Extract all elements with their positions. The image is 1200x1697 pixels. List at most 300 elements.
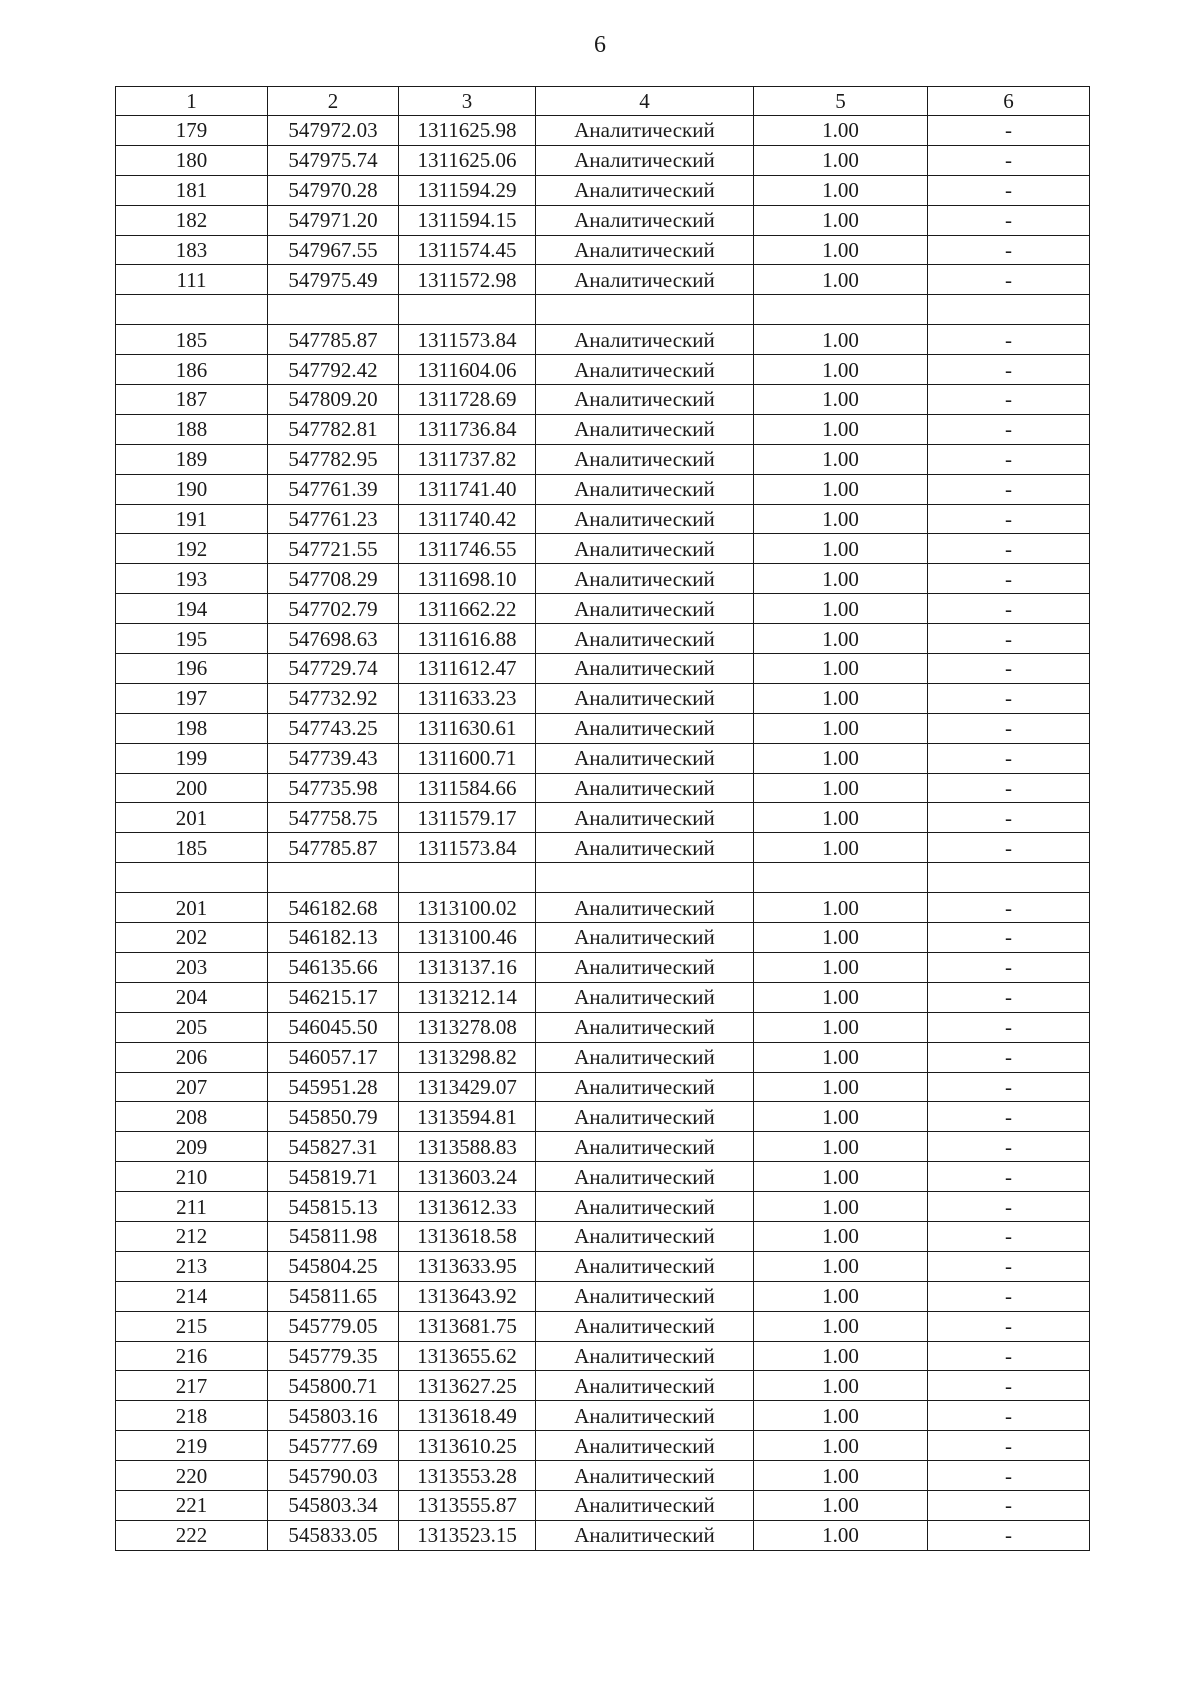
y-coordinate-cell: 1311625.06: [399, 145, 536, 175]
table-row: [116, 1490, 1090, 1520]
method-cell: Аналитический: [536, 175, 754, 205]
table-row: [116, 1311, 1090, 1341]
x-coordinate-cell: 547735.98: [268, 773, 399, 803]
accuracy-cell: 1.00: [754, 1401, 928, 1431]
y-coordinate-cell: 1311594.29: [399, 175, 536, 205]
page-number: 6: [594, 32, 606, 58]
table-row: [116, 385, 1090, 415]
point-number-cell: 196: [116, 654, 268, 684]
method-cell: [536, 295, 754, 325]
note-cell: [928, 863, 1090, 893]
accuracy-cell: 1.00: [754, 1192, 928, 1222]
point-number-cell: 209: [116, 1132, 268, 1162]
accuracy-cell: 1.00: [754, 175, 928, 205]
column-header: 4: [536, 87, 754, 116]
accuracy-cell: 1.00: [754, 1520, 928, 1550]
x-coordinate-cell: 545777.69: [268, 1431, 399, 1461]
note-cell: -: [928, 1012, 1090, 1042]
note-cell: -: [928, 1341, 1090, 1371]
method-cell: Аналитический: [536, 385, 754, 415]
point-number-cell: 185: [116, 325, 268, 355]
point-number-cell: 201: [116, 803, 268, 833]
accuracy-cell: 1.00: [754, 564, 928, 594]
method-cell: Аналитический: [536, 265, 754, 295]
y-coordinate-cell: 1311741.40: [399, 474, 536, 504]
method-cell: Аналитический: [536, 1341, 754, 1371]
table-header-row: [116, 87, 1090, 116]
point-number-cell: 181: [116, 175, 268, 205]
point-number-cell: 185: [116, 833, 268, 863]
y-coordinate-cell: 1313588.83: [399, 1132, 536, 1162]
accuracy-cell: 1.00: [754, 385, 928, 415]
note-cell: -: [928, 1162, 1090, 1192]
method-cell: Аналитический: [536, 803, 754, 833]
table-row: [116, 235, 1090, 265]
accuracy-cell: 1.00: [754, 773, 928, 803]
point-number-cell: 201: [116, 893, 268, 923]
note-cell: -: [928, 1311, 1090, 1341]
y-coordinate-cell: [399, 863, 536, 893]
method-cell: Аналитический: [536, 1311, 754, 1341]
accuracy-cell: 1.00: [754, 534, 928, 564]
y-coordinate-cell: 1313429.07: [399, 1072, 536, 1102]
method-cell: Аналитический: [536, 1401, 754, 1431]
table-row: [116, 743, 1090, 773]
y-coordinate-cell: 1311728.69: [399, 385, 536, 415]
note-cell: -: [928, 683, 1090, 713]
point-number-cell: 210: [116, 1162, 268, 1192]
accuracy-cell: 1.00: [754, 1461, 928, 1491]
x-coordinate-cell: 547785.87: [268, 833, 399, 863]
table-body: [116, 116, 1090, 1551]
point-number-cell: 188: [116, 414, 268, 444]
method-cell: Аналитический: [536, 564, 754, 594]
method-cell: [536, 863, 754, 893]
y-coordinate-cell: 1313681.75: [399, 1311, 536, 1341]
y-coordinate-cell: 1311633.23: [399, 683, 536, 713]
method-cell: Аналитический: [536, 1162, 754, 1192]
accuracy-cell: 1.00: [754, 444, 928, 474]
method-cell: Аналитический: [536, 205, 754, 235]
y-coordinate-cell: 1313655.62: [399, 1341, 536, 1371]
note-cell: -: [928, 1221, 1090, 1251]
x-coordinate-cell: 547975.49: [268, 265, 399, 295]
accuracy-cell: 1.00: [754, 803, 928, 833]
y-coordinate-cell: 1313100.02: [399, 893, 536, 923]
table-row: [116, 1192, 1090, 1222]
note-cell: -: [928, 355, 1090, 385]
point-number-cell: 207: [116, 1072, 268, 1102]
y-coordinate-cell: 1311698.10: [399, 564, 536, 594]
method-cell: Аналитический: [536, 504, 754, 534]
method-cell: Аналитический: [536, 893, 754, 923]
table-row: [116, 713, 1090, 743]
y-coordinate-cell: 1313553.28: [399, 1461, 536, 1491]
accuracy-cell: 1.00: [754, 833, 928, 863]
x-coordinate-cell: 547970.28: [268, 175, 399, 205]
accuracy-cell: 1.00: [754, 952, 928, 982]
method-cell: Аналитический: [536, 1251, 754, 1281]
point-number-cell: 199: [116, 743, 268, 773]
accuracy-cell: 1.00: [754, 743, 928, 773]
x-coordinate-cell: 545790.03: [268, 1461, 399, 1491]
y-coordinate-cell: 1313633.95: [399, 1251, 536, 1281]
y-coordinate-cell: 1311574.45: [399, 235, 536, 265]
point-number-cell: 183: [116, 235, 268, 265]
note-cell: -: [928, 534, 1090, 564]
y-coordinate-cell: 1313100.46: [399, 923, 536, 953]
y-coordinate-cell: 1313603.24: [399, 1162, 536, 1192]
y-coordinate-cell: 1311740.42: [399, 504, 536, 534]
x-coordinate-cell: 547729.74: [268, 654, 399, 684]
y-coordinate-cell: 1311737.82: [399, 444, 536, 474]
x-coordinate-cell: 545779.05: [268, 1311, 399, 1341]
table-row: [116, 1102, 1090, 1132]
x-coordinate-cell: 547785.87: [268, 325, 399, 355]
method-cell: Аналитический: [536, 773, 754, 803]
accuracy-cell: 1.00: [754, 1221, 928, 1251]
table-row: [116, 1132, 1090, 1162]
table-row: [116, 803, 1090, 833]
note-cell: -: [928, 474, 1090, 504]
point-number-cell: 187: [116, 385, 268, 415]
note-cell: [928, 295, 1090, 325]
accuracy-cell: 1.00: [754, 145, 928, 175]
x-coordinate-cell: 547971.20: [268, 205, 399, 235]
x-coordinate-cell: 547967.55: [268, 235, 399, 265]
x-coordinate-cell: 545819.71: [268, 1162, 399, 1192]
note-cell: -: [928, 1401, 1090, 1431]
note-cell: -: [928, 833, 1090, 863]
method-cell: Аналитический: [536, 325, 754, 355]
y-coordinate-cell: 1313594.81: [399, 1102, 536, 1132]
point-number-cell: [116, 295, 268, 325]
x-coordinate-cell: 546215.17: [268, 982, 399, 1012]
note-cell: -: [928, 893, 1090, 923]
point-number-cell: 202: [116, 923, 268, 953]
y-coordinate-cell: 1311584.66: [399, 773, 536, 803]
method-cell: Аналитический: [536, 1281, 754, 1311]
point-number-cell: 203: [116, 952, 268, 982]
accuracy-cell: 1.00: [754, 1102, 928, 1132]
table-row: [116, 504, 1090, 534]
note-cell: -: [928, 1281, 1090, 1311]
table-row: [116, 654, 1090, 684]
table-row: [116, 175, 1090, 205]
y-coordinate-cell: 1311572.98: [399, 265, 536, 295]
table-row: [116, 1162, 1090, 1192]
x-coordinate-cell: 547739.43: [268, 743, 399, 773]
method-cell: Аналитический: [536, 1461, 754, 1491]
point-number-cell: 208: [116, 1102, 268, 1132]
x-coordinate-cell: 545951.28: [268, 1072, 399, 1102]
point-number-cell: 211: [116, 1192, 268, 1222]
y-coordinate-cell: 1313212.14: [399, 982, 536, 1012]
method-cell: Аналитический: [536, 594, 754, 624]
method-cell: Аналитический: [536, 444, 754, 474]
accuracy-cell: [754, 863, 928, 893]
x-coordinate-cell: 547782.95: [268, 444, 399, 474]
column-header: 3: [399, 87, 536, 116]
table-row: [116, 1072, 1090, 1102]
table-row: [116, 205, 1090, 235]
y-coordinate-cell: 1311746.55: [399, 534, 536, 564]
table-row: [116, 1281, 1090, 1311]
y-coordinate-cell: 1311573.84: [399, 325, 536, 355]
point-number-cell: 191: [116, 504, 268, 534]
y-coordinate-cell: 1311630.61: [399, 713, 536, 743]
accuracy-cell: 1.00: [754, 265, 928, 295]
accuracy-cell: 1.00: [754, 474, 928, 504]
note-cell: -: [928, 116, 1090, 146]
table-row: [116, 982, 1090, 1012]
x-coordinate-cell: 546182.68: [268, 893, 399, 923]
note-cell: -: [928, 1042, 1090, 1072]
point-number-cell: 220: [116, 1461, 268, 1491]
note-cell: -: [928, 1132, 1090, 1162]
point-number-cell: 212: [116, 1221, 268, 1251]
note-cell: -: [928, 1371, 1090, 1401]
x-coordinate-cell: 547761.23: [268, 504, 399, 534]
column-header: 6: [928, 87, 1090, 116]
point-number-cell: 213: [116, 1251, 268, 1281]
x-coordinate-cell: 545811.65: [268, 1281, 399, 1311]
x-coordinate-cell: 547721.55: [268, 534, 399, 564]
x-coordinate-cell: 545803.34: [268, 1490, 399, 1520]
note-cell: -: [928, 325, 1090, 355]
method-cell: Аналитический: [536, 683, 754, 713]
note-cell: -: [928, 594, 1090, 624]
point-number-cell: 182: [116, 205, 268, 235]
point-number-cell: 218: [116, 1401, 268, 1431]
point-number-cell: 198: [116, 713, 268, 743]
accuracy-cell: 1.00: [754, 1431, 928, 1461]
point-number-cell: 216: [116, 1341, 268, 1371]
note-cell: -: [928, 414, 1090, 444]
y-coordinate-cell: 1313278.08: [399, 1012, 536, 1042]
accuracy-cell: 1.00: [754, 1251, 928, 1281]
y-coordinate-cell: 1311662.22: [399, 594, 536, 624]
point-number-cell: [116, 863, 268, 893]
note-cell: -: [928, 1192, 1090, 1222]
table-row: [116, 1042, 1090, 1072]
point-number-cell: 215: [116, 1311, 268, 1341]
accuracy-cell: 1.00: [754, 923, 928, 953]
point-number-cell: 205: [116, 1012, 268, 1042]
accuracy-cell: 1.00: [754, 1042, 928, 1072]
point-number-cell: 179: [116, 116, 268, 146]
accuracy-cell: 1.00: [754, 624, 928, 654]
point-number-cell: 192: [116, 534, 268, 564]
method-cell: Аналитический: [536, 743, 754, 773]
table-row: [116, 1461, 1090, 1491]
x-coordinate-cell: 547708.29: [268, 564, 399, 594]
note-cell: -: [928, 1102, 1090, 1132]
x-coordinate-cell: 545833.05: [268, 1520, 399, 1550]
point-number-cell: 195: [116, 624, 268, 654]
accuracy-cell: 1.00: [754, 594, 928, 624]
coordinates-table: [115, 86, 1090, 1551]
note-cell: -: [928, 654, 1090, 684]
accuracy-cell: 1.00: [754, 893, 928, 923]
method-cell: Аналитический: [536, 1371, 754, 1401]
method-cell: Аналитический: [536, 355, 754, 385]
y-coordinate-cell: 1313610.25: [399, 1431, 536, 1461]
x-coordinate-cell: 546135.66: [268, 952, 399, 982]
note-cell: -: [928, 1490, 1090, 1520]
table-row: [116, 833, 1090, 863]
accuracy-cell: 1.00: [754, 235, 928, 265]
table-row: [116, 952, 1090, 982]
method-cell: Аналитический: [536, 713, 754, 743]
method-cell: Аналитический: [536, 414, 754, 444]
method-cell: Аналитический: [536, 833, 754, 863]
y-coordinate-cell: 1311604.06: [399, 355, 536, 385]
x-coordinate-cell: 547698.63: [268, 624, 399, 654]
accuracy-cell: 1.00: [754, 1281, 928, 1311]
table-row: [116, 1341, 1090, 1371]
method-cell: Аналитический: [536, 1102, 754, 1132]
point-number-cell: 206: [116, 1042, 268, 1072]
point-number-cell: 214: [116, 1281, 268, 1311]
column-header: 2: [268, 87, 399, 116]
method-cell: Аналитический: [536, 923, 754, 953]
point-number-cell: 221: [116, 1490, 268, 1520]
note-cell: -: [928, 504, 1090, 534]
x-coordinate-cell: 547702.79: [268, 594, 399, 624]
x-coordinate-cell: 545815.13: [268, 1192, 399, 1222]
y-coordinate-cell: 1311736.84: [399, 414, 536, 444]
y-coordinate-cell: 1313618.58: [399, 1221, 536, 1251]
table-row: [116, 295, 1090, 325]
table-row: [116, 265, 1090, 295]
accuracy-cell: 1.00: [754, 1371, 928, 1401]
note-cell: -: [928, 952, 1090, 982]
method-cell: Аналитический: [536, 534, 754, 564]
x-coordinate-cell: 547782.81: [268, 414, 399, 444]
note-cell: -: [928, 982, 1090, 1012]
y-coordinate-cell: 1313612.33: [399, 1192, 536, 1222]
method-cell: Аналитический: [536, 1431, 754, 1461]
note-cell: -: [928, 385, 1090, 415]
note-cell: -: [928, 1461, 1090, 1491]
point-number-cell: 222: [116, 1520, 268, 1550]
x-coordinate-cell: 545803.16: [268, 1401, 399, 1431]
point-number-cell: 189: [116, 444, 268, 474]
y-coordinate-cell: 1313618.49: [399, 1401, 536, 1431]
method-cell: Аналитический: [536, 235, 754, 265]
point-number-cell: 200: [116, 773, 268, 803]
table-row: [116, 1520, 1090, 1550]
y-coordinate-cell: 1311625.98: [399, 116, 536, 146]
point-number-cell: 217: [116, 1371, 268, 1401]
accuracy-cell: 1.00: [754, 1162, 928, 1192]
x-coordinate-cell: 547809.20: [268, 385, 399, 415]
table-row: [116, 444, 1090, 474]
note-cell: -: [928, 444, 1090, 474]
column-header: 5: [754, 87, 928, 116]
table-row: [116, 1221, 1090, 1251]
point-number-cell: 111: [116, 265, 268, 295]
accuracy-cell: 1.00: [754, 116, 928, 146]
note-cell: -: [928, 1072, 1090, 1102]
note-cell: -: [928, 624, 1090, 654]
table-row: [116, 325, 1090, 355]
accuracy-cell: 1.00: [754, 414, 928, 444]
accuracy-cell: 1.00: [754, 1490, 928, 1520]
note-cell: -: [928, 235, 1090, 265]
x-coordinate-cell: 547975.74: [268, 145, 399, 175]
table-row: [116, 474, 1090, 504]
table-row: [116, 116, 1090, 146]
accuracy-cell: 1.00: [754, 713, 928, 743]
accuracy-cell: [754, 295, 928, 325]
method-cell: Аналитический: [536, 1012, 754, 1042]
note-cell: -: [928, 265, 1090, 295]
note-cell: -: [928, 923, 1090, 953]
x-coordinate-cell: 547761.39: [268, 474, 399, 504]
x-coordinate-cell: 545779.35: [268, 1341, 399, 1371]
accuracy-cell: 1.00: [754, 355, 928, 385]
note-cell: -: [928, 205, 1090, 235]
point-number-cell: 186: [116, 355, 268, 385]
x-coordinate-cell: 546057.17: [268, 1042, 399, 1072]
column-header: 1: [116, 87, 268, 116]
method-cell: Аналитический: [536, 1520, 754, 1550]
point-number-cell: 219: [116, 1431, 268, 1461]
note-cell: -: [928, 743, 1090, 773]
x-coordinate-cell: 545827.31: [268, 1132, 399, 1162]
method-cell: Аналитический: [536, 145, 754, 175]
x-coordinate-cell: 546182.13: [268, 923, 399, 953]
table-row: [116, 355, 1090, 385]
method-cell: Аналитический: [536, 1132, 754, 1162]
y-coordinate-cell: 1313555.87: [399, 1490, 536, 1520]
note-cell: -: [928, 803, 1090, 833]
table-row: [116, 683, 1090, 713]
note-cell: -: [928, 175, 1090, 205]
y-coordinate-cell: 1311616.88: [399, 624, 536, 654]
note-cell: -: [928, 1251, 1090, 1281]
accuracy-cell: 1.00: [754, 1311, 928, 1341]
note-cell: -: [928, 145, 1090, 175]
point-number-cell: 190: [116, 474, 268, 504]
point-number-cell: 204: [116, 982, 268, 1012]
point-number-cell: 180: [116, 145, 268, 175]
accuracy-cell: 1.00: [754, 1012, 928, 1042]
method-cell: Аналитический: [536, 1072, 754, 1102]
y-coordinate-cell: 1311612.47: [399, 654, 536, 684]
table-row: [116, 534, 1090, 564]
x-coordinate-cell: 547743.25: [268, 713, 399, 743]
table-row: [116, 923, 1090, 953]
table-row: [116, 893, 1090, 923]
method-cell: Аналитический: [536, 116, 754, 146]
y-coordinate-cell: [399, 295, 536, 325]
y-coordinate-cell: 1311594.15: [399, 205, 536, 235]
y-coordinate-cell: 1311579.17: [399, 803, 536, 833]
table-row: [116, 773, 1090, 803]
y-coordinate-cell: 1311573.84: [399, 833, 536, 863]
note-cell: -: [928, 1520, 1090, 1550]
x-coordinate-cell: 545811.98: [268, 1221, 399, 1251]
table-row: [116, 414, 1090, 444]
x-coordinate-cell: 547972.03: [268, 116, 399, 146]
method-cell: Аналитический: [536, 654, 754, 684]
table-row: [116, 145, 1090, 175]
y-coordinate-cell: 1313523.15: [399, 1520, 536, 1550]
table-row: [116, 863, 1090, 893]
